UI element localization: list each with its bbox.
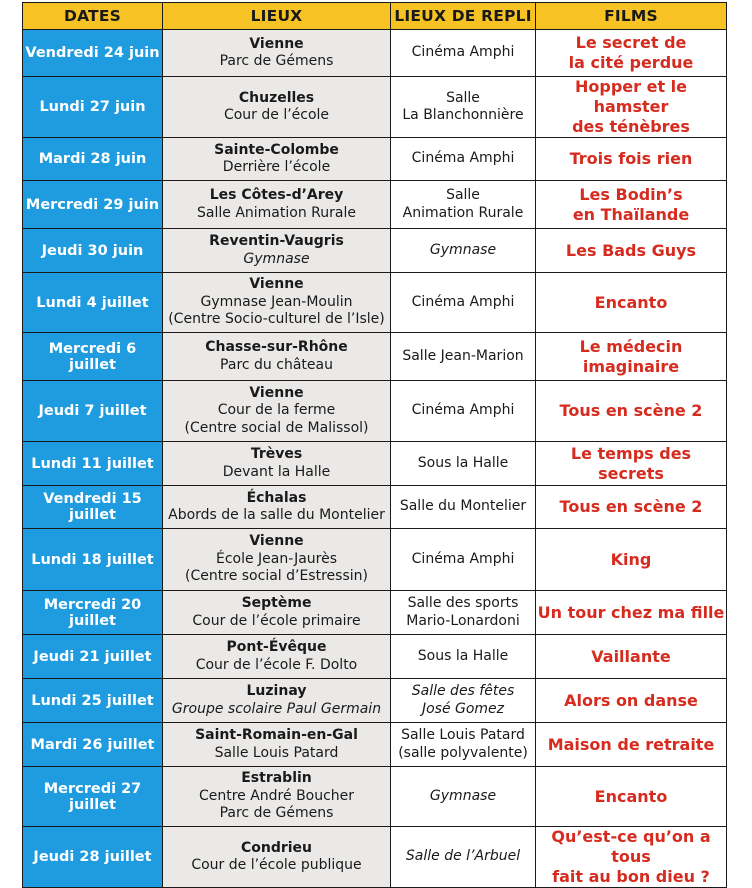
fallback-venue-cell: Salle des fêtes José Gomez [391, 679, 536, 723]
fallback-venue-cell: Cinéma Amphi [391, 138, 536, 181]
venue-town: Estrablin [241, 770, 312, 787]
date-cell: Lundi 27 juin [23, 77, 163, 138]
venue-town: Vienne [249, 276, 304, 293]
venue-place: Cour de l’école F. Dolto [195, 656, 358, 673]
venue-place: Cour de l’école primaire [192, 612, 361, 629]
venue-cell [163, 635, 391, 679]
venue-town: Vienne [249, 35, 304, 52]
film-title-cell: Le secret de la cité perdue [536, 30, 727, 77]
fallback-venue-cell: Gymnase [391, 229, 536, 273]
screening-schedule-table [22, 2, 727, 888]
fallback-venue-cell: Salle du Montelier [391, 486, 536, 529]
film-title-cell: Un tour chez ma fille [536, 591, 727, 635]
header-films: FILMS [536, 3, 727, 30]
date-cell: Vendredi 15 juillet [23, 486, 163, 529]
table-row [23, 333, 727, 381]
venue-town: Reventin-Vaugris [209, 233, 344, 249]
venue-place: École Jean-Jaurès (Centre social d’Estressin) [185, 550, 368, 585]
table-row [23, 635, 727, 679]
film-title-cell: Maison de retraite [536, 723, 727, 767]
film-title-cell: Trois fois rien [536, 138, 727, 181]
table-row [23, 273, 727, 333]
date-cell: Mercredi 6 juillet [23, 333, 163, 381]
venue-town: Saint-Romain-en-Gal [195, 727, 358, 743]
date-cell: Mercredi 27 juillet [23, 767, 163, 827]
fallback-venue-cell: Cinéma Amphi [391, 30, 536, 77]
fallback-venue-cell: Cinéma Amphi [391, 381, 536, 442]
venue-place: Parc du château [220, 356, 333, 373]
date-cell: Jeudi 21 juillet [23, 635, 163, 679]
film-title-cell: Tous en scène 2 [536, 486, 727, 529]
fallback-venue-cell: Salle des sports Mario-Lonardoni [391, 591, 536, 635]
date-cell: Vendredi 24 juin [23, 30, 163, 77]
date-cell: Lundi 25 juillet [23, 679, 163, 723]
fallback-venue-cell: Gymnase [391, 767, 536, 827]
table-row [23, 679, 727, 723]
venue-cell [163, 767, 391, 827]
film-title-cell: Encanto [536, 273, 727, 333]
venue-place: Parc de Gémens [219, 53, 334, 69]
film-title-cell: Qu’est-ce qu’on a tous fait au bon dieu ? [536, 827, 727, 888]
table-row [23, 529, 727, 591]
venue-cell [163, 30, 391, 77]
venue-place: Gymnase [243, 250, 310, 267]
header-lieux-de-repli: LIEUX DE REPLI [391, 3, 536, 30]
venue-place: Abords de la salle du Montelier [168, 507, 385, 523]
venue-cell [163, 486, 391, 529]
venue-place: Centre André Boucher Parc de Gémens [198, 787, 355, 822]
date-cell: Jeudi 7 juillet [23, 381, 163, 442]
date-cell: Mardi 26 juillet [23, 723, 163, 767]
table-row [23, 723, 727, 767]
table-row [23, 486, 727, 529]
film-title-cell: Vaillante [536, 635, 727, 679]
fallback-venue-cell: Salle Animation Rurale [391, 181, 536, 229]
header-row [23, 3, 727, 30]
venue-place: Groupe scolaire Paul Germain [171, 700, 382, 717]
table-row [23, 181, 727, 229]
venue-town: Vienne [249, 384, 304, 401]
venue-place: Cour de la ferme (Centre social de Malissol) [184, 402, 369, 436]
date-cell: Jeudi 30 juin [23, 229, 163, 273]
date-cell: Mercredi 29 juin [23, 181, 163, 229]
film-title-cell: Le temps des secrets [536, 442, 727, 486]
venue-town: Luzinay [246, 683, 307, 699]
venue-place: Derrière l’école [222, 159, 331, 175]
table-row [23, 30, 727, 77]
table-row [23, 77, 727, 138]
venue-town: Sainte-Colombe [214, 141, 339, 158]
date-cell: Jeudi 28 juillet [23, 827, 163, 888]
venue-town: Chasse-sur-Rhône [205, 339, 348, 355]
date-cell: Lundi 4 juillet [23, 273, 163, 333]
venue-cell [163, 723, 391, 767]
venue-cell [163, 77, 391, 138]
film-title-cell: Tous en scène 2 [536, 381, 727, 442]
date-cell: Mercredi 20 juillet [23, 591, 163, 635]
film-title-cell: Les Bads Guys [536, 229, 727, 273]
venue-cell [163, 333, 391, 381]
venue-place: Cour de l’école [223, 107, 330, 123]
venue-cell [163, 827, 391, 888]
venue-town: Échalas [246, 489, 307, 506]
film-title-cell: Hopper et le hamster des ténèbres [536, 77, 727, 138]
table-row [23, 827, 727, 888]
venue-cell [163, 381, 391, 442]
date-cell: Lundi 18 juillet [23, 529, 163, 591]
fallback-venue-cell: Cinéma Amphi [391, 273, 536, 333]
table-row [23, 442, 727, 486]
venue-town: Vienne [249, 533, 304, 550]
venue-cell [163, 229, 391, 273]
fallback-venue-cell: Salle La Blanchonnière [391, 77, 536, 138]
venue-cell [163, 679, 391, 723]
venue-cell [163, 442, 391, 486]
venue-cell [163, 181, 391, 229]
venue-cell [163, 138, 391, 181]
table-row [23, 767, 727, 827]
film-title-cell: Alors on danse [536, 679, 727, 723]
table-row [23, 381, 727, 442]
venue-place: Devant la Halle [222, 463, 331, 480]
venue-place: Salle Animation Rurale [197, 204, 356, 221]
table-row [23, 138, 727, 181]
venue-town: Trèves [250, 446, 303, 462]
header-lieux: LIEUX [163, 3, 391, 30]
venue-town: Septème [241, 595, 312, 611]
venue-place: Cour de l’école publique [191, 857, 362, 873]
venue-cell [163, 529, 391, 591]
fallback-venue-cell: Salle Louis Patard (salle polyvalente) [391, 723, 536, 767]
film-title-cell: Le médecin imaginaire [536, 333, 727, 381]
film-title-cell: King [536, 529, 727, 591]
venue-cell [163, 273, 391, 333]
date-cell: Lundi 11 juillet [23, 442, 163, 486]
fallback-venue-cell: Sous la Halle [391, 635, 536, 679]
film-title-cell: Encanto [536, 767, 727, 827]
header-dates: DATES [23, 3, 163, 30]
fallback-venue-cell: Salle de l’Arbuel [391, 827, 536, 888]
fallback-venue-cell: Cinéma Amphi [391, 529, 536, 591]
venue-town: Pont-Évêque [226, 639, 327, 655]
fallback-venue-cell: Sous la Halle [391, 442, 536, 486]
venue-town: Les Côtes-d’Arey [209, 187, 344, 203]
venue-place: Gymnase Jean-Moulin (Centre Socio-culturel de l’Isle) [168, 293, 385, 328]
film-title-cell: Les Bodin’s en Thaïlande [536, 181, 727, 229]
venue-town: Condrieu [240, 839, 313, 856]
table-row [23, 229, 727, 273]
venue-place: Salle Louis Patard [214, 744, 339, 761]
venue-town: Chuzelles [238, 89, 315, 106]
date-cell: Mardi 28 juin [23, 138, 163, 181]
table-row [23, 591, 727, 635]
fallback-venue-cell: Salle Jean-Marion [391, 333, 536, 381]
venue-cell [163, 591, 391, 635]
